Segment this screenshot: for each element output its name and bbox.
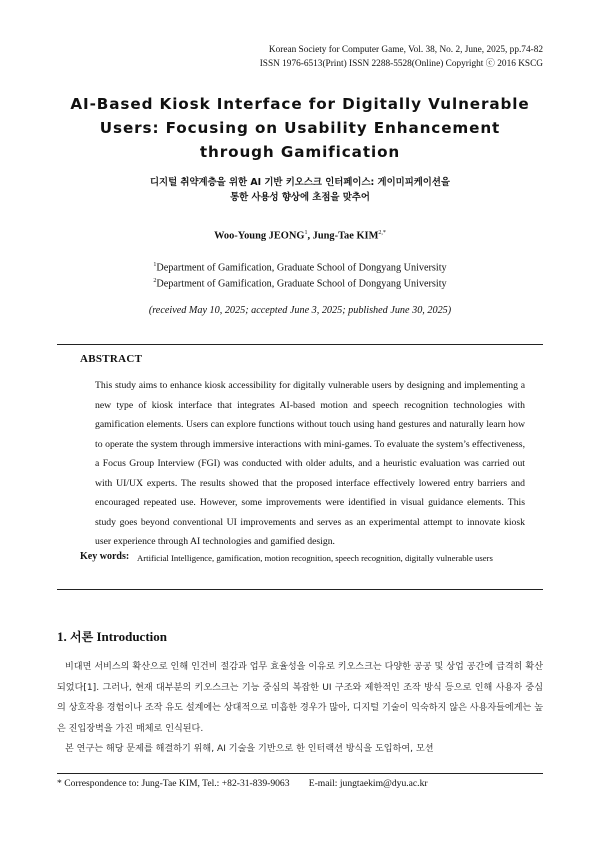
section-heading-introduction: [57, 628, 167, 645]
affiliation-1-text: Department of Gamification, Graduate School of Dongyang University: [156, 262, 447, 274]
affiliation-2-mark: 2: [153, 278, 157, 284]
affiliation-1-mark: 1: [153, 262, 157, 268]
paper-title-line-2: Users: Focusing on Usability Enhancement: [99, 119, 501, 137]
introduction-paragraph-1: 비대면 서비스의 확산으로 인해 인건비 절감과 업무 효율성을 이유로 키오스크는 다양한 공공 및 상업 공간에 급격히 확산되었다[1]. 그러나, 현재 대부분의 키오스크는 기능 중심의 복잡한 UI 구조와 제한적인 조작 방식 등으로 인해 사용자 중심의 상호작용 경험이나 조작 유도 설계에는 상대적으로 미흡한 경우가 많아, 디지털 기술이 익숙하지 않은 사용자들에게는 높은 진입장벽을 가진 매체로 인식된다.: [57, 662, 543, 734]
introduction-paragraph-2: 본 연구는 해당 문제를 해결하기 위해, AI 기술을 기반으로 한 인터랙션 방식을 도입하여, 모션: [65, 744, 434, 754]
journal-citation: Korean Society for Computer Game, Vol. 38, No. 2, June, 2025, pp.74-82: [268, 45, 543, 55]
keywords-label: Key words:: [80, 551, 130, 562]
affiliation-2-text: Department of Gamification, Graduate School of Dongyang University: [156, 278, 447, 290]
footnote-name-tel: Jung-Tae KIM, Tel.: +82-31-839-9063: [141, 778, 290, 789]
korean-title-line-1: 디지털 취약계층을 위한 AI 기반 키오스크 인터페이스: 게이미피케이션을: [150, 177, 450, 188]
publication-dates: (received May 10, 2025; accepted June 3, 2025; published June 30, 2025): [148, 305, 452, 316]
author-2: Jung-Tae KIM: [312, 230, 379, 242]
paper-title-line-3: through Gamification: [199, 143, 401, 161]
introduction-body: [57, 657, 543, 760]
author-list: [40, 230, 560, 241]
footnote-divider: [57, 773, 543, 774]
author-2-affiliation-mark: 2,*: [378, 230, 386, 236]
journal-issn: ISSN 1976-6513(Print) ISSN 2288-5528(Online) Copyright ⓒ 2016 KSCG: [259, 58, 543, 69]
footnote-email: E-mail: jungtaekim@dyu.ac.kr: [308, 778, 428, 789]
abstract-text: This study aims to enhance kiosk accessibility for digitally vulnerable users by designing and implementing a new type of kiosk interface that integrates AI-based motion and speech recognition technologies with gamification elements. Users can explore functions without touch using hand gestures and naturally learn how to operate the system through immersive interactions with mini-games. To evaluate the system’s effectiveness, a Focus Group Interview (FGI) was conducted with older adults, and a heuristic evaluation was carried out with UI/UX experts. The results showed that the proposed interface effectively lowered entry barriers and encouraged repeated use. However, some improvements were identified in visual guidance elements. This study goes beyond conventional UI improvements and serves as an experimental attempt to innovate kiosk user experience through AI technologies and gamified design.: [95, 380, 525, 547]
keywords-text: Artificial Intelligence, gamification, motion recognition, speech recognition, digitally vulnerable users: [137, 553, 493, 563]
journal-header: [260, 44, 543, 71]
section-number: 1.: [57, 629, 67, 644]
korean-title-line-2: 통한 사용성 향상에 초점을 맞추어: [230, 191, 370, 203]
author-1-affiliation-mark: 1: [304, 230, 308, 236]
affiliation-2: [40, 278, 560, 289]
section-title-korean: 서론: [70, 630, 94, 644]
paper-title: [40, 92, 560, 164]
affiliation-1: [40, 262, 560, 273]
author-1: Woo-Young JEONG: [214, 230, 305, 242]
author-separator: ,: [307, 230, 313, 242]
korean-title: [40, 176, 560, 205]
correspondence-footnote: [57, 778, 543, 789]
abstract-heading: ABSTRACT: [80, 353, 143, 365]
footnote-label: * Correspondence to:: [57, 778, 142, 789]
section-title-english: Introduction: [96, 629, 167, 644]
paper-title-line-1: AI-Based Kiosk Interface for Digitally Vulnerable: [70, 95, 530, 113]
